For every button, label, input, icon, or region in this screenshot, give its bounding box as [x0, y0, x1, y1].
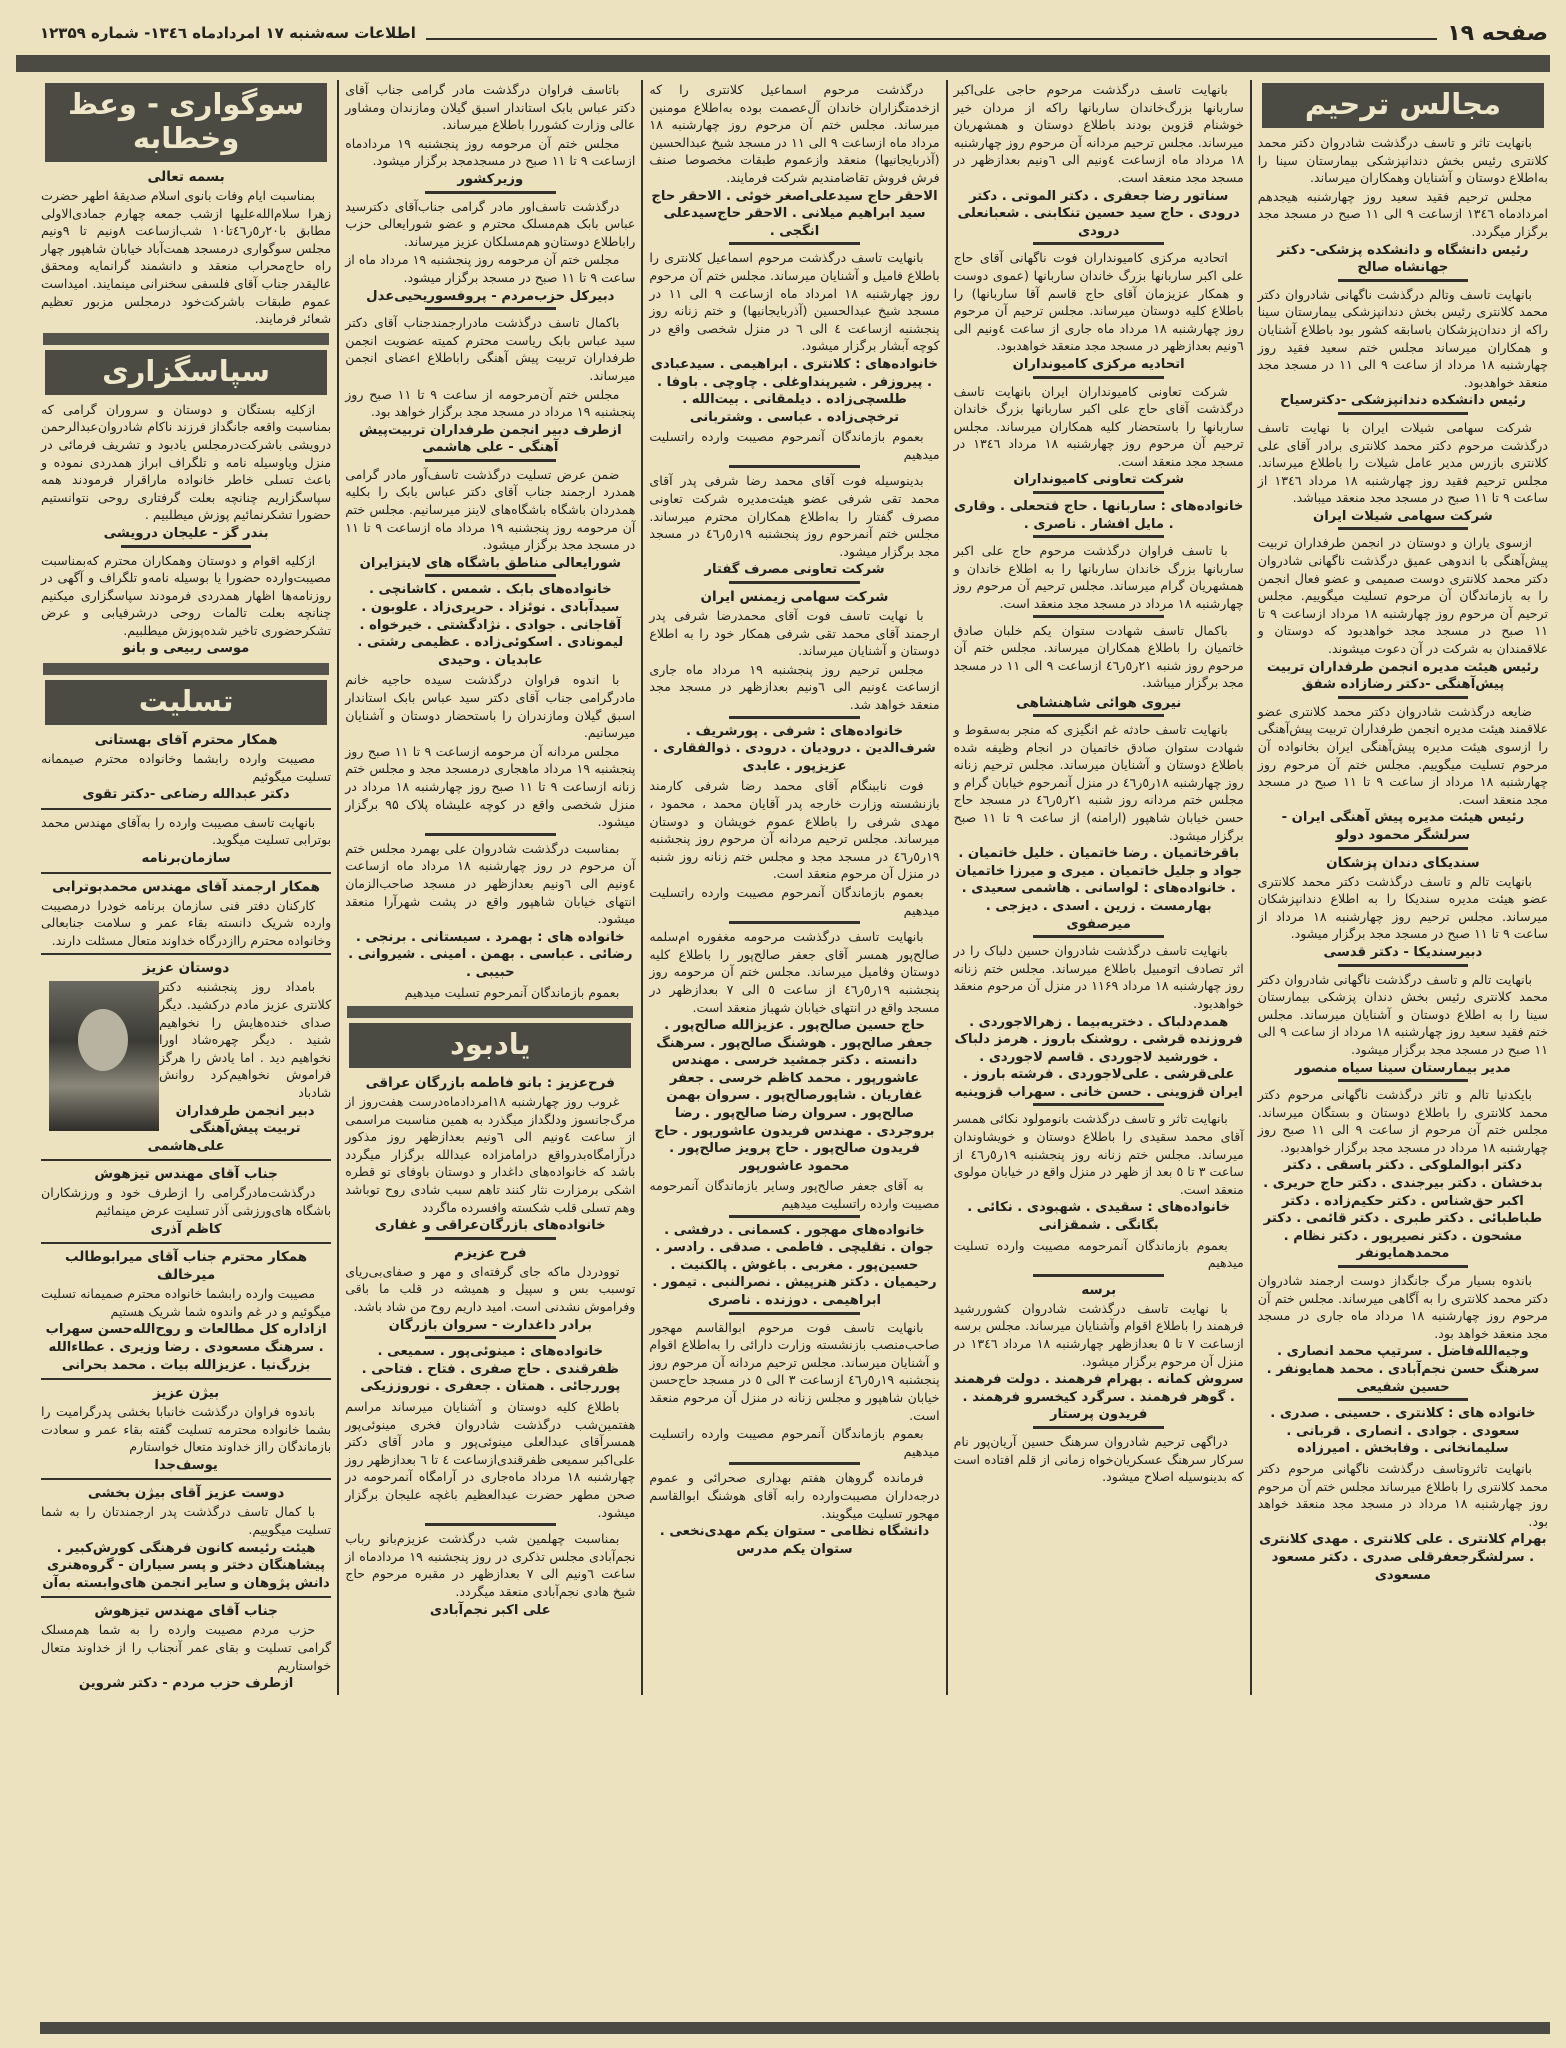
separator-line	[41, 1242, 331, 1244]
notice-paragraph: مجلس ختم آن مرحومه روز پنجشنبه ۱۹ مرداد ماه از ساعت ۹ تا ۱۱ صبح در مسجد برگزار میشود.	[345, 252, 636, 285]
separator-rule	[1338, 527, 1469, 530]
notice-paragraph: مجلس ختم آن‌مرحومه از ساعت ۹ تا ۱۱ صبح روز پنجشنبه ۱۹ مرداد در مسجد مجد برگزار خواهد بود.	[345, 386, 636, 420]
notice-heading: فرح‌عزیز : بانو فاطمه بازرگان عراقی	[365, 1075, 615, 1092]
notice-signature: موسی ربیعی و بانو	[122, 641, 250, 657]
notice-signature: خانواده‌های : مینوئی‌پور . سمیعی . ظفرقندی . حاج صفری . فتاح . فتاحی . پوررجائی . همتان . جعفری . نوروززیکی	[360, 1344, 621, 1395]
section-divider-bar	[43, 333, 329, 345]
notice-heading: بیژن عزیز	[152, 1385, 220, 1402]
notice-signature: کاظم آذری	[150, 1221, 222, 1237]
notice-paragraph: اتحادیه مرکزی کامیونداران فوت ناگهانی آقای حاج علی اکبر ساربانها بزرگ خاندان ساربانها (عموی دوست و همکار عزیزمان آقای حاج قاسم آقا ساربانها) را باطلاع کلیه دوستان میرساند. مجلس ترحیم آن مرحوم روز چهارشنبه ۱۸ مرداد ماه جاری از ساعت ٤ونیم الی ٦ونیم بعدازظهر در مسجد مجد منعقد خواهدبود.	[953, 250, 1244, 354]
notice-signature: رئیس دانشگاه و دانشکده پزشکی- دکتر جهانشاه صالح	[1277, 242, 1529, 276]
separator-rule	[425, 307, 556, 310]
separator-rule	[1033, 935, 1164, 938]
notice-paragraph: بانهایت تاثروتاسف درگذشت ناگهانی مرحوم دکتر محمد کلانتری را باطلاع میرساند مجلس ختم آن مرحوم روز چهارشنبه ۱۸ مرداد در مسجد مجد منعقد خواهد بود.	[1257, 1460, 1548, 1529]
notice-paragraph: بمناسبت ایام وفات بانوی اسلام صدیقهٔ اطهر حضرت زهرا سلام‌الله‌علیها ازشب جمعه چهارم جمادی‌الاولی مطابق با۲۰ر٥ر٤٦تا۱۰ شب‌ازساعت ۸ونیم تا ۹ونیم مجلس سوگواری درمسجد همت‌آباد خیابان شاهپور چهار راه حاج‌محراب منعقد و دانشمند گرانمایه ومحقق عالیقدر جناب آقای فلسفی سخنرانی مینمایند. امیداست عموم طبقات باشرکت‌خود درمجلس مزبور تعظیم شعائر فرمایند.	[40, 188, 332, 327]
notice-paragraph: ازکلیه اقوام و دوستان وهمکاران محترم که‌بمناسبت مصیبت‌وارده حضورا یا بوسیله نامه‌و تلگراف و آگهی در روزنامه‌ها اظهار همدردی فرمودند سپاسگزاری میکنیم چنانچه بعلت تالمات روحی درشرفیابی و عرض تشکرحضوری تاخیر شده‌پوزش میطلبیم.	[40, 552, 332, 638]
notice-signature: خانواده‌های بازرگان‌عراقی و غفاری	[374, 1218, 606, 1234]
notice-paragraph: باتاسف فراوان درگذشت مادر گرامی جناب آقای دکتر عباس بابک استاندار اسبق گیلان ومازندان ومشاور عالی وزارت کشوررا باطلاع میرساند.	[345, 82, 636, 133]
top-divider-bar	[16, 55, 1550, 72]
separator-rule	[729, 1312, 860, 1315]
notice-paragraph: شرکت سهامی شیلات ایران با نهایت تاسف درگذشت مرحوم دکتر محمد کلانتری برادر آقای علی کلانتری بازرس مدیر عامل شیلات را باطلاع میرساند. مجلس ترحیم فقید روز چهارشنبه ۱۸ مرداد ۱۳٤٦ از ساعت ۹ تا ۱۱ صبح در مسجد مجد منعقد میباشد.	[1257, 419, 1549, 506]
notice-signature: دبیرکل حزب‌مردم - پروفسوریحیی‌عدل	[366, 288, 615, 304]
notice-signature: خانواده‌های : شرفی . پورشریف . شرف‌الدین . درودیان . درودی . ذوالفقاری . عزیزپور . عابدی	[653, 723, 936, 774]
notice-signature: برادر داغدارت - سروان بازرگان	[388, 1317, 592, 1333]
separator-rule	[425, 191, 556, 194]
separator-line	[41, 808, 331, 810]
notice-signature: رئیس دانشکده دندانپزشکی -دکترسیاح	[1280, 393, 1526, 409]
notice-heading: فرح عزیزم	[453, 1244, 527, 1261]
notice-paragraph: بانهایت تاسف درگذشت شادروان حسین دلباک را در اثر تصادف اتومبیل باطلاع میرساند. مجلس ختم زنانه روز چهارشنبه ۱۸ مرداد ۱۱۶۹ در منزل آن مرحوم منعقد خواهدبود.	[953, 943, 1244, 1011]
notice-paragraph: درگذشت مرحوم اسماعیل کلانتری را که ازخدمتگزاران خاندان آل‌عصمت بوده به‌اطلاع مومنین میرساند. مجلس ختم آن مرحوم روز چهارشنبه ۱۸ مرداد ماه ازساعت ۹ الی ۱۱ در مسجد شیخ عبدالحسین (آذربایجانیها) منعقد وازعموم طبقات مخصوصا صنف فرش فروش تقاضامندیم شرکت فرمایند.	[649, 82, 940, 185]
notice-paragraph: بانهایت تاسف درگذشت مرحوم حاجی علی‌اکبر ساربانها بزرگ‌خاندان ساربانها راکه از مردان خیر خوشنام قزوین بودند باطلاع دوستان و همشهریان میرساند. مجلس ترحیم مردانه آن مرحوم روز چهارشنبه ۱۸ مرداد ماه ازساعت ٤ونیم الی ٦ونیم بعدازظهر در مسجد مجد منعقد است.	[953, 82, 1244, 185]
notice-paragraph: کارکنان دفتر فنی سازمان برنامه خودرا درمصیبت وارده شریک دانسته بقاء عمر و سلامت جنابعالی وخانواده محترم راازدرگاه خداوند متعال مسئلت دارند.	[40, 897, 332, 948]
column-2	[946, 80, 1250, 1695]
notice-paragraph: بعموم بازماندگان آنمرحوم مصیبت وارده راتسلیت میدهیم	[649, 1426, 940, 1459]
notice-paragraph: توودردل ماکه جای گرفته‌ای و مهر و صفای‌بی‌ریای توسبب بس و سپیل و همیشه در قلب ما باقی وفراموش نشدنی است. امید داریم روح من شاد باشد.	[345, 1263, 636, 1315]
notice-paragraph: به آقای جعفر صالح‌پور وسایر بازماندگان آنمرحومه مصیبت وارده راتسلیت میدهیم	[649, 1178, 940, 1212]
notice-paragraph: باکمال تاسف درگذشت مادرارجمندجناب آقای دکتر سید عباس بابک ریاست محترم کمیته عضویت انجمن طرفداران تربیت پیش آهنگی راباطلاع اعضای انجمن میرساند.	[345, 315, 636, 383]
separator-line	[41, 1159, 331, 1161]
notice-paragraph: بعموم بازماندگان آنمرحوم تسلیت میدهیم	[404, 984, 620, 1000]
notice-heading: سندیکای دندان پزشکان	[1326, 854, 1480, 871]
notice-signature: باقرخاتمیان . رضا خاتمیان . خلیل خاتمیان . جواد و جلیل خاتمیان . میری و میرزا خاتمیان . خانواده‌های : لواسانی . هاشمی سعیدی . بهارمست . زرین . اسدی . دیزجی . میرصفوی	[955, 846, 1242, 932]
notice-signature: بهرام کلانتری . علی کلانتری . مهدی کلانتری . سرلشگرجعفرقلی صدری . دکتر مسعود مسعودی	[1259, 1532, 1547, 1583]
notice-signature: بندر گز - علیجان درویشی	[103, 525, 269, 541]
notice-signature: رئیس هیئت مدیره پیش آهنگی ایران - سرلشگر محمود دولو	[1281, 810, 1525, 843]
notice-heading: همکار محترم جناب آقای میرابوطالب میرخالف	[65, 1249, 308, 1284]
notice-signature: شرکت سهامی شیلات ایران	[1313, 508, 1493, 524]
separator-line	[41, 1596, 331, 1598]
separator-rule	[1338, 847, 1469, 850]
notice-heading: جناب آقای مهندس تیزهوش	[94, 1166, 278, 1183]
notice-paragraph: بعموم بازماندگان آنمرحوم مصیبت وارده راتسلیت میدهیم	[649, 884, 940, 918]
notice-heading: دوست عزیز آقای بیژن بخشی	[87, 1485, 285, 1502]
notice-paragraph: مجلس مردانه آن مرحومه ازساعت ۹ تا ۱۱ صبح روز پنجشنبه ۱۹ مرداد ماهجاری درمسجد مجد و مجلس ختم زنانه ازساعت ۹ تا ۱۱ صبح روز چهارشنبه ۱۸ مرداد در منزل شخصی واقع در کوچه علیشاه پلاک ۹۵ برگزار میشود.	[345, 743, 636, 830]
notice-signature: علی اکبر نجم‌آبادی	[429, 1602, 551, 1618]
newspaper-columns	[35, 80, 1554, 1695]
notice-paragraph: بعموم بازماندگان آنمرحومه مصیبت وارده تسلیت میدهیم	[953, 1237, 1244, 1271]
notice-paragraph: شرکت تعاونی کامیونداران ایران بانهایت تاسف درگذشت آقای حاج علی اکبر ساربانها بزرگ خاندان ساربانها را باستحضار کلیه همکاران میرساند. مجلس ترحیم آن مرحوم روز چهارشنبه ۱۸ مرداد ۱۳٤٦ در مسجد مجد منعقد است.	[953, 383, 1244, 469]
column-1	[1250, 80, 1554, 1695]
notice-paragraph: بانهایت تاسف فوت مرحوم ابوالقاسم مهجور صاحب‌منصب بازنشسته وزارت دارائی را به‌اطلاع اقوام و آشنایان میرساند. مجلس ترحیم مردانه آن مرحوم روز پنجشنبه ۱۹ر٥ر٤٦ ازساعت ۳ الی ٥ در مسجد حاج‌حسن خیابان شاهپور و مجلس زنانه در منزل آن مرحوم منعقد است.	[649, 1319, 940, 1423]
notice-paragraph: بمناسبت چهلمین شب درگذشت عزیزم‌بانو رباب نجم‌آبادی مجلس تذکری در روز پنجشنبه ۱۹ مردادماه از ساعت ٦ونیم الی ۷ بعدازظهر در مقبره مرحوم حاج شیخ هادی نجم‌آبادی منعقد میگردد.	[345, 1531, 636, 1599]
notice-paragraph: باکمال تاسف شهادت ستوان یکم خلبان صادق خاتمیان را باطلاع همکاران میرساند. مجلس ختم آن مرحوم روز شنبه ۲۱ر٥ر٤٦ ازساعت ۹ الی ۱۱ در مسجد مجد برگزار میباشد.	[953, 622, 1244, 691]
section-banner: سوگواری - وعظ وخطابه	[45, 83, 327, 162]
separator-rule	[121, 545, 252, 548]
separator-rule	[1033, 376, 1164, 379]
notice-paragraph: درگذشت تاسف‌اور مادر گرامی جناب‌آقای دکترسید عباس بابک هم‌مسلک محترم و عضو شورایعالی حزب راباطلاع دوستان‌و هم‌مسلکان عزیز میرساند.	[345, 198, 636, 249]
notice-heading: دوستان عزیز	[142, 960, 230, 977]
column-5	[35, 80, 337, 1695]
notice-signature: خانواده‌های مهجور . کسمانی . درفشی . جوان . نقلیچی . فاطمی . صدقی . رادسر . حسین‌پور . مغربی . باغوش . پالکنیت . رحیمیان . دکتر هنرپیش . نصرالنبی . تیمور . ابراهیمی . دوزنده . ناصری	[652, 1222, 937, 1308]
notice-signature: خانواده‌های : سقیدی . شهبودی . نکائی . بگانگی . شمقزانی	[967, 1200, 1231, 1234]
notice-paragraph: ضمن عرض تسلیت درگذشت تاسف‌آور مادر گرامی همدرد ارجمند جناب آقای دکتر عباس بابک را بکلیه همدردان باشگاه باشگاه‌های لاینز میرسانیم. مجلس ختم آن مرحومه روز پنجشنبه ۱۹ مرداد ماه ازساعت ۹ تا ۱۱ در مسجد مجد برگزار میشود.	[345, 466, 636, 553]
notice-heading: شرکت سهامی زیمنس ایران	[700, 589, 889, 606]
section-banner: تسلیت	[45, 680, 327, 725]
separator-rule	[425, 574, 556, 577]
notice-signature: سازمان‌برنامه	[141, 851, 231, 867]
separator-rule	[1033, 1426, 1164, 1429]
separator-rule	[1338, 412, 1469, 415]
notice-heading: جناب آقای مهندس تیزهوش	[94, 1603, 278, 1620]
section-banner: مجالس ترحیم	[1262, 83, 1544, 128]
notice-paragraph: با کمال تاسف درگذشت پدر ارجمندتان را به شما تسلیت میگوییم.	[40, 1504, 332, 1538]
separator-rule	[729, 242, 860, 245]
notice-signature: شرکت تعاونی کامیونداران	[1013, 472, 1185, 488]
page-number: صفحه ۱۹	[1447, 20, 1548, 46]
notice-signature: دکتر ابوالملوکی . دکتر باسقی . دکتر بدخشان . دکتر بیرجندی . دکتر حاج حریری . اکبر حق‌شناس . دکتر حکیم‌زاده . دکتر طباطبائی . دکتر طبری . دکتر قائمی . دکتر مشحون . دکتر نصیرپور . دکتر نظام . محمد‌هما‌یونفر	[1263, 1158, 1543, 1262]
notice-signature: وزیرکشور	[457, 171, 524, 187]
notice-heading: همکار ارجمند آقای مهندس محمدبوترابی	[52, 878, 320, 895]
separator-line	[41, 1478, 331, 1480]
separator-line	[41, 953, 331, 955]
notice-signature: سروش کمانه . بهرام فرهمند . دولت فرهمند . گوهر فرهمند . سرگرد کیخسرو فرهمند . فریدون پرستار	[953, 1372, 1244, 1423]
notice-paragraph: ازکلیه بستگان و دوستان و سروران گرامی که بمناسبت واقعه جانگداز فرزند ناکام شادروان‌عبدالرحمن درویشی باشرکت‌درمجلس یادبود و تشریف فرمائی در منزل ویاوسیله نامه و تلگراف ابراز همدردی نموده و باعث تسلی خاطر خانواده ماراقرار فرمودند همه سپاسگزاریم چنانچه بعلت گرفتاری روحی نتوانستیم حضورا تشکرنمائیم پوزش میطلبیم .	[40, 401, 332, 523]
notice-paragraph: بانهایت تالم و تاسف درگذشت دکتر محمد کلانتری عضو هیئت مدیره سندیکا را به اطلاع دندانپزشکان میرساند. مجلس ترحیم روز چهارشنبه ۱۸ مرداد از ساعت ۹ تا ۱۱ صبح در مسجد مجد برگزار میشود.	[1257, 873, 1548, 942]
notice-paragraph: بانهایت تاسف مصیبت وارده را به‌آقای مهندس محمد بوترابی تسلیت میگوید.	[40, 814, 332, 848]
section-divider-bar	[43, 663, 329, 675]
notice-heading: همکار محترم آقای بهستانی	[94, 732, 278, 749]
separator-rule	[1033, 714, 1164, 717]
notice-signature: ازطرف حزب مردم - دکتر شروین	[78, 1676, 294, 1692]
notice-paragraph: ازسوی یاران و دوستان در انجمن طرفداران تربیت پیش‌آهنگی با اندوهی عمیق درگذشت ناگهانی شادروان دکتر محمد کلانتری دوست صمیمی و عضو فعال انجمن را به بازماندگان آن مرحوم تسلیت میگوییم. مجلس ترحیم آن مرحوم روز چهارشنبه ۱۸ مرداد ازساعت ۹ تا ۱۱ صبح در مسجد مجد خواهدبود که دوستان و علاقمندان به شرکت در آن دعوت میشوند.	[1257, 535, 1548, 657]
notice-signature: دکتر عبدالله رضاعی -دکتر تقوی	[82, 787, 290, 803]
separator-rule	[1033, 491, 1164, 494]
notice-signature: خانواده‌های : ساربانها . حاج فتحعلی . وقاری . مایل افشار . ناصری .	[953, 499, 1244, 532]
notice-paragraph: بمناسبت درگذشت شادروان علی بهمرد مجلس ختم آن مرحوم در روز چهارشنبه ۱۸ مرداد ماه ازساعت ٤ونیم الی ٦ونیم بعدازظهر در مسجد صاحب‌الزمان انتهای خیابان شاهپور واقع در پشت شهرآرا منعقد میشود.	[345, 840, 636, 927]
separator-rule	[1033, 242, 1164, 245]
notice-signature: دبیر انجمن طرفداران تربیت پیش‌آهنگی علی‌هاشمی	[147, 1103, 315, 1154]
notice-paragraph: غروب روز چهارشنبه ۱۸امردادماه‌درست هفت‌روز از مرگ‌جانسوز ودلگداز میگذرد به همین مناسبت مراسمی از ساعت ٤ونیم الی ٦ونیم بعدازظهر روز مذکور درآرامگاه‌بدرواقع درامامزاده عبدالله برگزار میگردد باشد که خانواده‌های داغدار و دوستان باوفای تو قطره اشکی برمزارت نثار کنند تاهم سبب شادی روح توباشد وهم تسلی قلب شکسته وافسرده ماگردد	[345, 1094, 636, 1215]
notice-paragraph: حزب مردم مصیبت وارده را به شما هم‌مسلک گرامی تسلیت و بقای عمر آنجناب را از خداوند متعال خواستاریم	[40, 1622, 332, 1673]
notice-heading: بسمه تعالی	[147, 169, 225, 185]
notice-signature: رئیس هیئت مدیره انجمن طرفداران تربیت پیش‌آهنگی -دکتر رضازاده شفق	[1266, 659, 1539, 693]
notice-signature: سناتور رضا جعفری . دکتر الموتی . دکتر درودی . حاج سید حسین تنکابنی . شعبانعلی درودی	[957, 188, 1240, 239]
notice-signature: شورایعالی مناطق باشگاه های لاینز‌ایران	[359, 555, 621, 571]
separator-rule	[1338, 1265, 1469, 1268]
separator-rule	[425, 459, 556, 462]
portrait-photo	[49, 981, 159, 1131]
notice-signature: ازاداره کل مطالعات و روح‌الله‌حسن سهراب . سرهنگ مسعودی . رضا وزیری . عطاءالله بزرگ‌نیا . عزیزالله بیات . محمد بحرانی	[45, 1322, 327, 1373]
separator-rule	[1338, 1398, 1469, 1401]
notice-paragraph: مصیبت وارده رابشما وخانواده محترم صیممانه تسلیت میگوئیم	[40, 751, 332, 784]
separator-rule	[425, 833, 556, 836]
notice-paragraph: مجلس ختم آن مرحومه روز پنجشنبه ۱۹ مردادماه ازساعت ۹ تا ۱۱ صبح در مسجدمجد برگزار میشود.	[345, 135, 636, 169]
notice-paragraph: فرمانده گروهان هفتم بهداری صحرائی و عموم درجه‌داران مصیبت‌وارده رابه آقای هوشنگ ابوالقاسم مهجور تسلیت میگویند.	[649, 1470, 940, 1521]
issue-info: اطلاعات سه‌شنبه ۱۷ امردادماه ۱۳٤٦- شماره ۱۲۳۵۹	[40, 24, 416, 42]
notice-signature: حاج حسین صالح‌پور . عزیزالله صالح‌پور . جعفر صالح‌پور . هوشنگ صالح‌پور . سرهنگ دانسته . دکتر جمشید خرسی . مهندس عاشورپور . محمد کاظم خرسی . جعفر غفاریان . شاپورصالح‌پور . سروان بهمن صالح‌پور . سروان رضا صالح‌پور . رضا بروجردی . مهندس فریدون عاشورپور . حاج فریدون صالح‌پور . حاج پرویز صالح‌پور . محمود عاشورپور	[654, 1018, 935, 1174]
separator-rule	[425, 1523, 556, 1526]
column-4	[337, 80, 641, 1695]
column-3	[641, 80, 945, 1695]
notice-paragraph: بانهایت تاسف حادثه غم انگیزی که منجر به‌سقوط و شهادت ستوان صادق خاتمیان در انجام وظیفه شده باطلاع دوستان و آشنایان میرساند. مجلس ترحیم زنانه روز چهارشنبه ۱۸ر٥ر٤٦ در منزل آنمرحوم خیابان گرام و مجلس ختم مردانه روز شنبه ۲۱ر٥ر٤٦ در مسجد حاج حسن خیابان شاهپور (ارامنه) از ساعت ۹ تا ۱۱ صبح برگزار میشود.	[953, 722, 1244, 843]
notice-signature: همدم‌دلباک . دختریه‌بیما . زهرالاجوردی . فروزنده قرشی . روشنک باروز . هرمز دلباک . خورشید لاجوردی . قاسم لاجوردی . علی‌قرشی . علی‌لاجوردی . فرشته باروز . ایران قزوینی . حسن خانی . سهراب قزوینیه	[954, 1014, 1243, 1100]
notice-paragraph: مصیبت وارده رابشما خانواده محترم صمیمانه تسلیت میگوئیم و در غم واندوه شما شریک هستیم	[40, 1286, 332, 1319]
separator-rule	[729, 581, 860, 584]
notice-paragraph: درگذشت‌مادرگرامی را از‌طرف خود و ورزشکاران باشگاه های‌ورزشی آذر تسلیت عرض مینمائیم	[40, 1185, 332, 1218]
notice-paragraph: مجلس ترحیم روز پنجشنبه ۱۹ مرداد ماه جاری ازساعت ٤ونیم الی ٦ونیم بعدازظهر در مسجد مجد منعقد خواهد شد.	[649, 661, 940, 712]
masthead	[40, 18, 1548, 48]
notice-paragraph: بانهایت تاسف درگذشت مرحوم اسماعیل کلانتری را باطلاع فامیل و آشنایان میرساند. مجلس ختم آن مرحوم روز چهارشنبه ۱۸ امرداد ماه ازساعت ۹ الی ۱۱ در مسجد شیخ عبدالحسین (آذربایجانیها) و ختم زنانه روز پنجشنبه ازساعت ٤ الی ٦ در منزل شخصی واقع در کوچه آبشار برگزار میشود.	[649, 250, 940, 354]
notice-heading: برسه	[1081, 1281, 1117, 1298]
notice-paragraph: با اندوه فراوان درگذشت سیده حاجیه خانم مادرگرامی جناب آقای دکتر سید عباس بابک استاندار اسبق گیلان ومازندران را باستحضار دوستان و آشنایان میرسانیم.	[345, 672, 636, 741]
notice-paragraph: با نهایت تاسف درگذشت شادروان کشوررشید فرهمند را باطلاع اقوام وآشنایان میرساند. مجلس برسه ازساعت ۷ تا ۵ بعدازظهر چهارشنبه ۱۸ مرداد ۱۳٤٦ در منزل آن مرحوم برگزار میشود.	[953, 1300, 1244, 1369]
notice-paragraph: باندوه بسیار مرگ جانگداز دوست ارجمند شادروان دکتر محمد کلانتری را به آگاهی میرساند. مجلس ختم آن مرحوم روز چهارشنبه ۱۸ مرداد ماه جاری در مسجد مجد منعقد خواهد بود.	[1257, 1273, 1549, 1341]
notice-signature: خانواده‌های : کلانتری . ابراهیمی . سیدعبادی . پیروزفر . شیرپنداوغلی . چاوچی . باوفا . طلسچی‌زاده . دیلمقانی . بیت‌الله . ترخچی‌زاده . عباسی . وشتربانی	[650, 356, 939, 425]
separator-rule	[1033, 535, 1164, 538]
notice-signature: وجیه‌الله‌فاضل . سرتیپ محمد انصاری . سرهنگ حسن نجم‌آبادی . محمد همایونفر . حسین شفیعی	[1266, 1344, 1540, 1395]
separator-rule	[425, 1336, 556, 1339]
separator-rule	[1033, 615, 1164, 618]
section-banner: یادبود	[349, 1023, 631, 1068]
separator-rule	[1033, 1103, 1164, 1106]
separator-rule	[729, 716, 860, 719]
notice-paragraph: بانهایت تاسف وتالم درگذشت ناگهانی شادروان دکتر محمد کلانتری رئیس بخش دندانپزشکی بیمارستان سینا راکه از دندان‌پزشکان باسابقه کشور بود باطلاع آشنایان و همکاران میرساند مجلس ختم سعید فقید روز چهارشنبه ۱۸ مرداد از ساعت ۹ الی ۱۱ در مسجد مجد منعقد خواهدبود.	[1257, 286, 1548, 390]
notice-paragraph: دراگهی ترحیم شادروان سرهنگ حسین آریان‌پور نام سرکار سرهنگ عسکریان‌خواه زمانی از قلم افتاده است که بدینوسیله اصلاح میشود.	[953, 1433, 1244, 1485]
notice-signature: دبیرسندیکا - دکتر قدسی	[1323, 944, 1483, 960]
notice-signature: الاحقر حاج سیدعلی‌اصغر خوئی . الاحقر حاج سید ابراهیم میلانی . الاحقر حاج‌سیدعلی انگجی .	[651, 188, 938, 239]
notice-signature: ازطرف دبیر انجمن طرفداران تربیت‌پیش آهنگی - علی هاشمی	[358, 422, 622, 456]
separator-rule	[1338, 964, 1469, 967]
separator-rule	[729, 921, 860, 924]
notice-paragraph: مجلس ترحیم فقید سعید روز چهارشنبه هیجدهم امردادماه ۱۳٤٦ ازساعت ۹ الی ۱۱ صبح در مسجد مجد برگزار میگردد.	[1257, 188, 1549, 239]
notice-signature: خانواده های : بهمرد . سیستانی . برنجی . رضائی . عباسی . بهمن . امینی . شیروانی . حبیبی .	[348, 929, 633, 980]
notice-paragraph: باندوه فراوان درگذشت خانبابا بخشی پدرگرامیت را بشما خانواده محترمه تسلیت گفته بقاء عمر و سعادت بازماندگان رااز خداوند متعال خواستارم	[40, 1404, 332, 1455]
separator-rule	[425, 1237, 556, 1240]
bottom-divider-bar	[40, 2022, 1550, 2034]
notice-heading: نیروی هوائی شاهنشاهی	[1016, 695, 1182, 711]
separator-rule	[1338, 696, 1469, 699]
notice-signature: خانواده‌های بابک . شمس . کاشانچی . سیدآبادی . نوئزاد . حریری‌زاد . علوبون . آقاجانی . جوادی . نژادگشتی . خیرخواه . لیمونادی . اسکوئی‌زاده . عظیمی رشتی . عابدیان . وحیدی	[357, 582, 624, 668]
separator-rule	[729, 465, 860, 468]
notice-paragraph: باطلاع کلیه دوستان و آشنایان میرساند مراسم هفتمین‌شب درگذشت شادروان فخری مینوئی‌پور همسرآقای عبدالعلی مینوئی‌پور و مادر آقای دکتر علی‌اکبر سمیعی ظفرقندی‌ازساعت ٤ تا ٦ بعدازظهر روز چهارشنبه ۱۸ مرداد ماه‌جاری در آرامگاه آنمرحومه در صحن مطهر حضرت عبدالعظیم باغچه علیجان برگزار میشود.	[345, 1399, 636, 1520]
notice-paragraph: بانهایت تاسف درگذشت مرحومه مغفوره ام‌سلمه صالح‌پور همسر آقای جعفر صالح‌پور را باطلاع کلیه دوستان وفامیل میرساند. مجلس ختم آن مرحومه روز پنجشنبه ۱۹ر٥ر٤٦ از ساعت ٥ الی ۷ بعدازظهر در مسجد واقع در انتهای خیابان شهباز منعقد است.	[649, 929, 940, 1015]
notice-signature: یوسف‌جدا	[154, 1457, 218, 1473]
notice-paragraph: فوت ناببنگام آقای محمد رضا شرفی کارمند بازنشسته وزارت خارجه پدر آقایان محمد ، محمود ، مهدی شرفی را باطلاع عموم خویشان و دوستان میرساند. مجلس ترحیم مردانه آن مرحوم روز پنجشنبه ۱۹ر٥ر٤٦ در مسجد مجد و مجلس ختم زنانه روز شنبه در منزل آن مرحوم منعقد است.	[649, 778, 940, 882]
separator-rule	[729, 1462, 860, 1465]
notice-paragraph: بایکدنیا تالم و تاثر درگذشت ناگهانی مرحوم دکتر محمد کلانتری را باطلاع دوستان و بستگان میرساند. مجلس ختم آن مرحوم از ساعت ۹ الی ۱۱ صبح روز چهارشنبه ۱۸ مرداد در مسجد مجد برگزار خواهدبود.	[1257, 1087, 1549, 1155]
section-banner: سپاسگزاری	[45, 350, 327, 395]
notice-paragraph: ضایعه درگذشت شادروان دکتر محمد کلانتری عضو علاقمند هیئت مدیره انجمن طرفداران تربیت پیش‌آهنگی را ازسوی هیئت مدیره پیش‌آهنگی ایران بخانواده آن مرحوم تسلیت میگوییم. مجلس ختم آن مرحوم روز چهارشنبه ۱۸ مرداد از ساعت ۹ تا ۱۱ صبح در مسجد مجد منعقد است.	[1257, 703, 1548, 807]
notice-paragraph: بعموم بازماندگان آنمرحوم مصیبت وارده راتسلیت میدهیم	[649, 429, 940, 462]
separator-line	[41, 872, 331, 874]
notice-signature: خانواده های : کلانتری . حسینی . صدری . سعودی . جوادی . انصاری . قربانی . سلیمانخانی . وفابخش . امیرزاده	[1270, 1406, 1536, 1457]
notice-paragraph: با تاسف فراوان درگذشت مرحوم حاج علی اکبر ساربانها بزرگ خاندان ساربانها را به اطلاع خاندان و همشهریان گرام میرساند. مجلس ترحیم آن مرحوم روز چهارشنبه ۱۸ مرداد در مسجد مجد منعقد است.	[953, 543, 1244, 612]
separator-rule	[1033, 1274, 1164, 1277]
notice-paragraph: بانهایت تاثر و تاسف درگذشت شادروان دکتر محمد کلانتری رئیس بخش دندانپزشکی بیمارستان سینا را به‌اطلاع دوستان و آشنایان وهمکاران میرساند.	[1257, 135, 1548, 186]
separator-rule	[1338, 279, 1469, 282]
separator-line	[41, 1378, 331, 1380]
notice-paragraph: بانهایت تالم و تاسف درگذشت ناگهانی شادروان دکتر محمد کلانتری رئیس بخش دندان پزشکی بیمارستان سینا را به اطلاع دوستان و آشنایان میرساند. مجلس ختم فقید سعید روز چهارشنبه ۱۸ مرداد از ساعت ۹ الی ۱۱ صبح در مسجد مجد برگزار میشود.	[1257, 971, 1548, 1057]
notice-signature: دانشگاه نظامی - ستوان یکم مهدی‌نخعی . ستوان یکم مدرس	[659, 1524, 930, 1557]
notice-paragraph: بامداد روز پنجشنبه دکتر کلانتری عزیز مادم درکشید. دیگر صدای خنده‌هایش را نخواهیم شنید . دیگر چهره‌شاد اورا نخواهیم دید . اما یادش را هرگز فراموش نخواهیم‌کرد روانش شادباد	[158, 979, 332, 1100]
masthead-rule	[426, 26, 1437, 40]
notice-signature: شرکت تعاونی مصرف گفتار	[704, 562, 885, 578]
notice-paragraph: بانهایت تاثر و تاسف درگذشت بانومولود نکائی همسر آقای محمد سقیدی را باطلاع دوستان و خویشاوندان میرساند. مجلس ختم زنانه روز پنجشنبه ۱۹ر٥ر٤٦ از ساعت ۳ تا ٥ بعد از ظهر در منزل واقع در خیابان مولوی منعقد است.	[953, 1111, 1244, 1197]
separator-rule	[729, 1215, 860, 1218]
separator-rule	[1338, 1079, 1469, 1082]
notice-paragraph: با نهایت تاسف فوت آقای محمدرضا شرفی پدر ارجمند آقای محمد تقی شرفی همکار خود را به اطلاع دوستان و آشنایان میرساند.	[649, 608, 940, 659]
section-divider-bar	[347, 1006, 633, 1018]
notice-signature: مدیر بیمارستان سینا سیاه منصور	[1295, 1060, 1511, 1076]
notice-signature: اتحادیه مرکزی کامیونداران	[1012, 356, 1185, 372]
notice-paragraph: بدینوسیله فوت آقای محمد رضا شرفی پدر آقای محمد تقی شرفی عضو هیئت‌مدیره شرکت تعاونی مصرف گفتار را به‌اطلاع همکاران محترم میرساند. مجلس ختم آنمرحوم روز پنجشنبه ۱۹ر٥ر٤٦ در مسجد مجد برگزار میشود.	[649, 473, 940, 559]
notice-signature: هیئت رئیسه کانون فرهنگی کورش‌کبیر . پیشاهنگان دختر و پسر سیاران - گروه‌هنری دانش پژوهان و سایر انجمن های‌وابسته به‌آن	[42, 1540, 330, 1591]
